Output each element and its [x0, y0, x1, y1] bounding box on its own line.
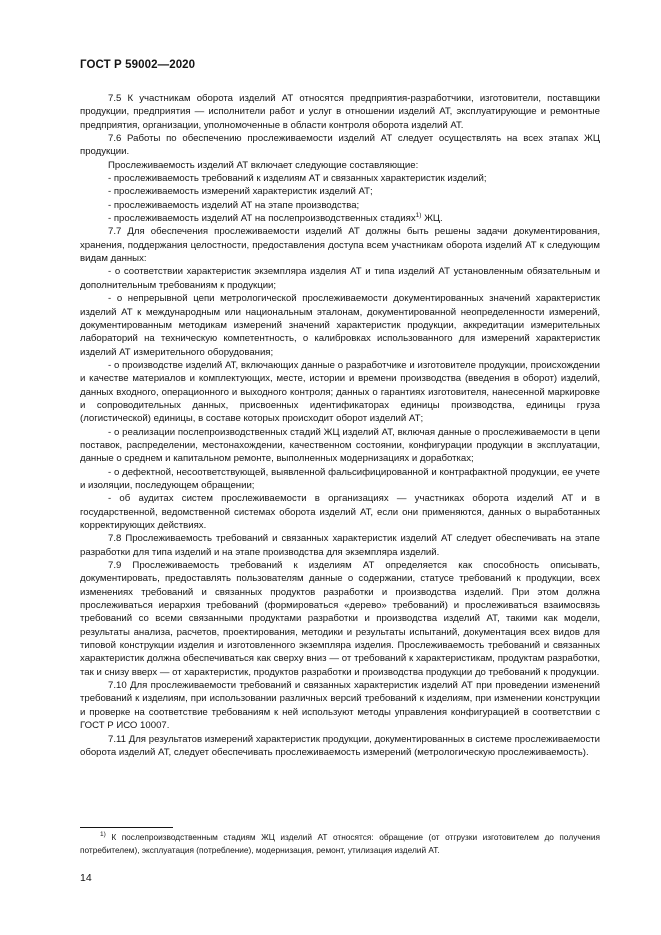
- page-number: 14: [80, 872, 92, 884]
- list-item-requirements: - прослеживаемость требований к изделиям АТ и связанных характеристик изделий;: [108, 173, 487, 185]
- paragraph-7-7: 7.7 Для обеспечения прослеживаемости изделий АТ должны быть решены задачи документирования, хранения, поддержания целостности, предоставления доступа всем участникам оборота изделий АТ к следующим видам данных:: [80, 226, 600, 265]
- list-item-defective-products: - о дефектной, несоответствующей, выявленной фальсифицированной и контрафактной продукции, ее учете и изоляции, последующем обращении;: [80, 466, 600, 491]
- footnote-reference: 1): [415, 212, 422, 220]
- paragraph-7-10: 7.10 Для прослеживаемости требований и связанных характеристик изделий АТ при проведении изменений требований к изделиям, при использовании различных версий требований к изделиям, при изменении конструкции и проверке на соответствие требованиям к ней используют методы управления конфигурацией в соответствии с ГОСТ Р ИСО 10007.: [80, 680, 600, 732]
- list-item-post-production-stages: - о реализации послепроизводственных стадий ЖЦ изделий АТ, включая данные о прослеживаемости в цепи поставок, распределении, местонахождении, качественном состоянии, конфигурации продукции в эксплуатации, данные о среднем и капитальном ремонте, выполненных модернизациях и доработках;: [80, 426, 600, 465]
- footnote-text: К послепроизводственным стадиям ЖЦ изделий АТ относятся: обращение (от отгрузки изготовителем до получения потребителем), эксплуатация (потребление), модернизация, ремонт, утилизация изделий АТ.: [80, 832, 600, 855]
- document-header: ГОСТ Р 59002—2020: [80, 59, 196, 71]
- footnote-divider: [80, 827, 173, 828]
- paragraph-7-9: 7.9 Прослеживаемость требований к изделиям АТ определяется как способность описывать, документировать, предоставлять пользователям данные о содержании, статусе требований к продукции, всех изменениях требований и связанных продуктов разработки и производства изделий. При этом должна прослеживаться иерархия требований (формироваться «дерево» требований) и прослеживаться взаимосвязь требований со всеми связанными продуктами разработки и производства изделий АТ, такими как модели, результаты анализа, расчетов, проектирования, методики и результаты испытаний, документация всех видов для типовой конструкции изделия и изготовленного экземпляра изделия. Прослеживаемость требований и связанных характеристик должна обеспечиваться как сверху вниз — от требований к характеристикам, продуктам разработки, так и снизу вверх — от характеристик, продуктов разработки и производства продукции до требований к продукции.: [80, 560, 600, 678]
- list-item-metrology-chain: - о непрерывной цепи метрологической прослеживаемости документированных значений характеристик изделий АТ к международным или национальным эталонам, документированной неопределенности измерений, документированным методикам измерений значений характеристик продукции, аккредитации измерительных лабораторий на техническую компетентность, о калибровках использованного для измерений характеристик изделий АТ измерительного оборудования;: [80, 293, 600, 358]
- list-item-manufacturing-data: - о производстве изделий АТ, включающих данные о разработчике и изготовителе продукции, происхождении и качестве материалов и комплектующих, месте, истории и времени производства (введения в оборот) изделий, данных входного, операционного и выходного контроля; данных о гарантиях изготовителя, нанесенной маркировке и сопроводительных данных, присвоенных идентификаторах единицы производства, единицы груза (логистической) единицы, в составе которых происходит оборот изделий АТ;: [80, 359, 600, 425]
- list-item-production: - прослеживаемость изделий АТ на этапе производства;: [108, 199, 360, 211]
- list-item-conformity: - о соответствии характеристик экземпляра изделия АТ и типа изделий АТ установленным обязательным и дополнительным требованиям к продукции;: [80, 266, 600, 291]
- footnote-marker: 1): [100, 831, 106, 838]
- paragraph-7-11: 7.11 Для результатов измерений характеристик продукции, документированных в системе прослеживаемости оборота изделий АТ, следует обеспечивать прослеживаемость измерений (метрологическую прослеживаемость).: [80, 733, 600, 758]
- document-body: [80, 92, 600, 759]
- list-item-post-production: [80, 212, 600, 225]
- list-item-post-production-suffix: ЖЦ.: [421, 213, 443, 225]
- list-item-audits: - об аудитах систем прослеживаемости в организациях — участниках оборота изделий АТ и в государственной, ведомственной системах оборота изделий АТ, если они применяются, данных о выработанных корректирующих действиях.: [80, 493, 600, 531]
- paragraph-7-5: 7.5 К участникам оборота изделий АТ относятся предприятия-разработчики, изготовители, поставщики продукции, предприятия — исполнители работ и услуг в отношении изделий АТ, эксплуатирующие и ремонтные предприятия, организации, уполномоченные в области контроля оборота изделий АТ.: [80, 93, 600, 131]
- list-item-post-production-text: - прослеживаемость изделий АТ на послепроизводственных стадиях: [108, 213, 416, 225]
- paragraph-7-6: 7.6 Работы по обеспечению прослеживаемости изделий АТ следует осуществлять на всех этапах ЖЦ продукции.: [80, 133, 600, 158]
- paragraph-7-8: 7.8 Прослеживаемость требований и связанных характеристик изделий АТ следует обеспечивать на этапе разработки для типа изделий и на этапе производства для экземпляра изделий.: [80, 533, 600, 558]
- list-item-measurements: - прослеживаемость измерений характеристик изделий АТ;: [108, 186, 373, 198]
- footnote: [80, 831, 600, 856]
- paragraph-components-intro: Прослеживаемость изделий АТ включает следующие составляющие:: [108, 159, 419, 171]
